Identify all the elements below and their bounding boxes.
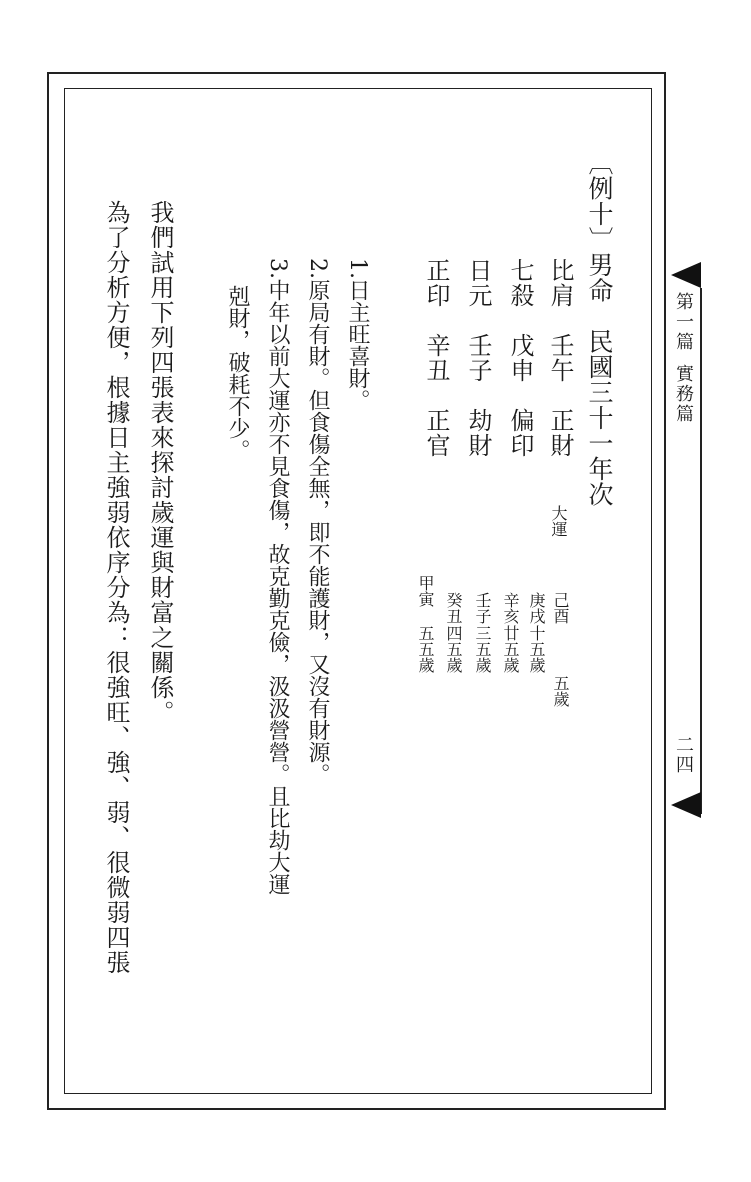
dayun-age-2: 十五歲 xyxy=(527,625,546,673)
dayun-pillar-3: 辛亥 xyxy=(501,592,520,624)
point-2: 2.原局有財。但食傷全無，即不能護財，又沒有財源。 xyxy=(305,258,330,785)
point-3-continued: 剋財，破耗不少。 xyxy=(225,285,250,461)
dayun-age-4: 三五歲 xyxy=(473,625,492,673)
top-marker-triangle-icon xyxy=(671,262,701,288)
dayun-title: 大運 xyxy=(549,505,568,537)
dayun-pillar-4: 壬子 xyxy=(473,592,492,624)
dayun-age-5: 四五歲 xyxy=(444,625,463,673)
dayun-pillar-5: 癸丑 xyxy=(444,592,463,624)
section-label: 實務篇 xyxy=(673,364,694,424)
chapter-sidebar xyxy=(666,262,706,822)
chart-col-hour: 正印 辛丑 正官 xyxy=(422,258,450,458)
dayun-age-1: 五歲 xyxy=(551,675,570,707)
chart-col-day: 日元 壬子 劫財 xyxy=(464,258,492,458)
point-3: 3.中年以前大運亦不見食傷，故克勤克儉，汲汲營營。且比劫大運 xyxy=(265,258,290,895)
dayun-pillar-1: 己酉 xyxy=(551,592,570,624)
dayun-age-6: 五五歲 xyxy=(416,625,435,673)
page-number: 二四 xyxy=(673,735,694,775)
sidebar-rule-bottom xyxy=(700,514,702,814)
bottom-marker-triangle-icon xyxy=(671,792,701,818)
part-label: 第一篇 xyxy=(673,292,694,352)
dayun-pillar-6: 甲寅 xyxy=(416,575,435,607)
paragraph-line-1: 我們試用下列四張表來探討歲運與財富之關係。 xyxy=(146,200,174,725)
dayun-pillar-2: 庚戌 xyxy=(527,592,546,624)
point-1: 1.日主旺喜財。 xyxy=(345,258,370,411)
chart-col-month: 七殺 戊申 偏印 xyxy=(506,258,534,458)
dayun-age-3: 廿五歲 xyxy=(501,625,520,673)
paragraph-line-2: 為了分析方便，根據日主強弱依序分為：很強旺、強、弱、很微弱四張 xyxy=(102,200,130,975)
chart-col-year: 比肩 壬午 正財 xyxy=(546,258,574,458)
sidebar-rule-top xyxy=(700,288,702,514)
example-header: 〔例十〕男命 民國三十一年次 xyxy=(585,150,614,507)
